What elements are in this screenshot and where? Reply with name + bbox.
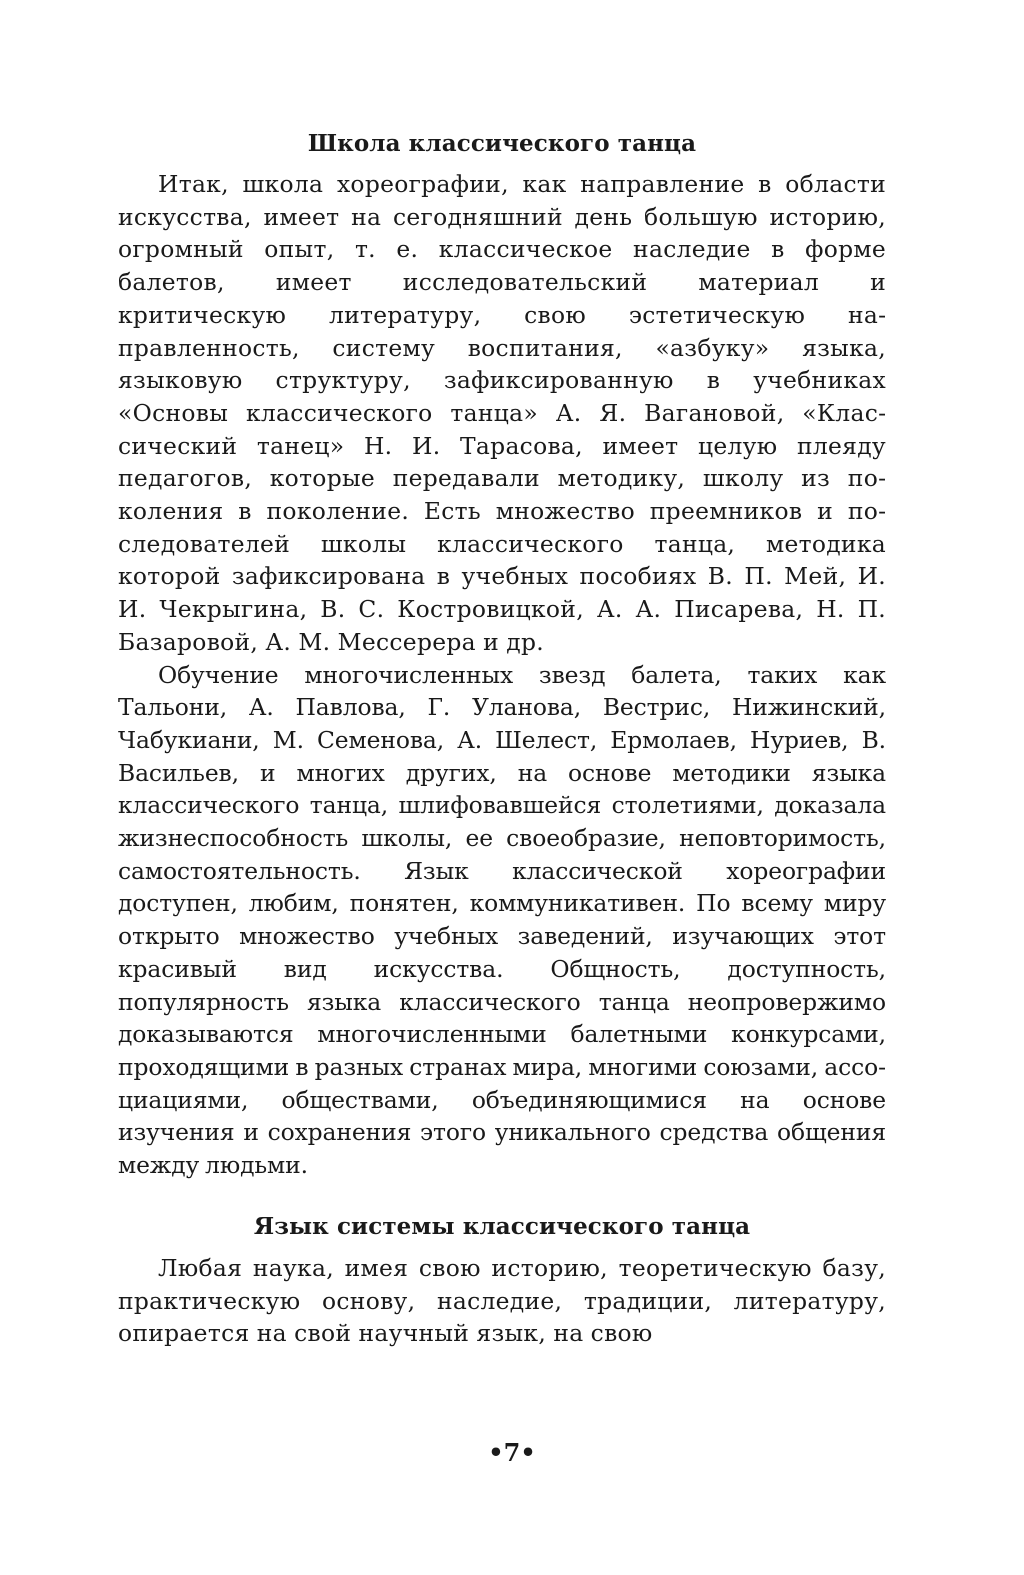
section-heading-language-system: Язык системы классического танца [253,1212,751,1240]
paragraph: Любая наука, имея свою историю, теоретическую базу, практическую основу, наследие, традиции, литературу, опирается на свой научный язык, на свою [118,1253,886,1348]
page-number: •7• [488,1438,536,1467]
section-heading-classical-school: Школа классического танца [307,130,697,157]
page-body [118,128,886,1350]
paragraph: Итак, школа хореографии, как направление в области искусства, имеет на сегодняшний день большую историю, огромный опыт, т. е. классическое наследие в форме балетов, имеет исследовательский материал и критическую литературу, свою эстетическую направленность, систему воспитания, «азбуку» языка, языковую структуру, зафиксированную в учебниках «Основы классического танца» А. Я. Вагановой, «Классический танец» Н. И. Тарасова, имеет целую плеяду педагогов, которые передавали методику, школу из поколения в поколение. Есть множество преемников и последователей школы классического танца, методика которой зафиксирована в учебных пособиях В. П. Мей, И. И. Чекрыгина, В. С. Костровицкой, А. А. Писарева, Н. П. Базаровой, А. М. Мессерера и др. [118,170,886,656]
paragraph: Обучение многочисленных звезд балета, таких как Тальони, А. Павлова, Г. Уланова, Вестрис, Нижинский, Чабукиани, М. Семенова, А. Шелест, Ермолаев, Нуриев, В. Васильев, и многих других, на основе методики языка классического танца, шлифовавшейся столетиями, доказала жизнеспособность школы, ее своеобразие, неповторимость, самостоятельность. Язык классической хореографии доступен, любим, понятен, коммуникативен. По всему миру открыто множество учебных заведений, изучающих этот красивый вид искусства. Общность, доступность, популярность языка классического танца неопровержимо доказываются многочисленными балетными конкурсами, проходящими в разных странах мира, многими союзами, ассоциациями, обществами, объединяющимися на основе изучения и сохранения этого уникального средства общения между людьми. [118,660,886,1180]
